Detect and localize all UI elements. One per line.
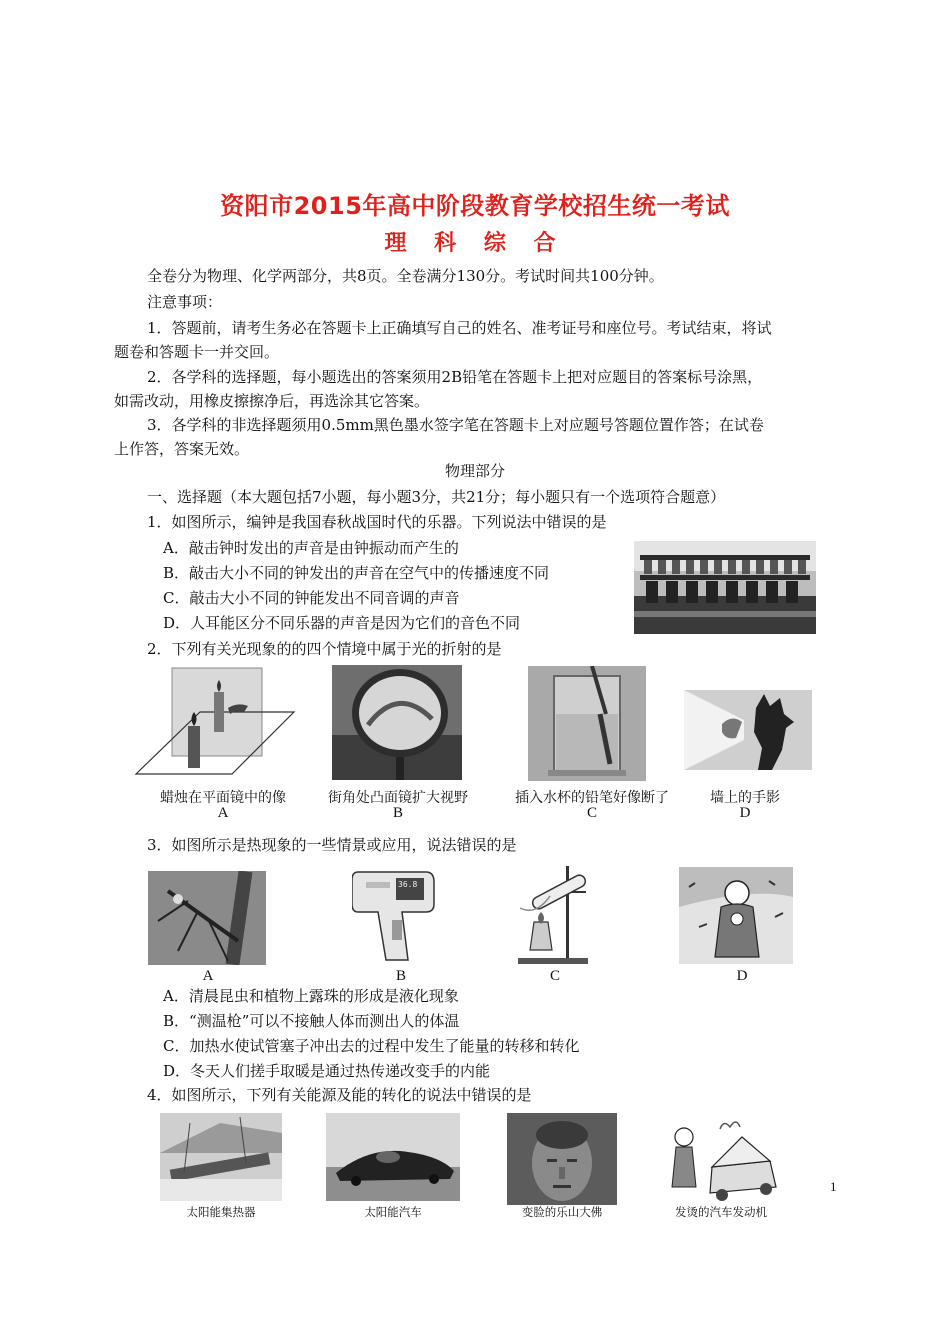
- convex-mirror-photo: [332, 665, 462, 780]
- q3-letter-c: C: [549, 968, 560, 984]
- q3-option-d: D．冬天人们搓手取暖是通过热传递改变手的内能: [163, 1062, 491, 1080]
- q2-letter-b: B: [392, 805, 403, 821]
- q2-stem: 2．下列有关光现象的的四个情境中属于光的折射的是: [147, 640, 502, 658]
- notice-3a: 3．各学科的非选择题须用0.5mm黑色墨水签字笔在答题卡上对应题号答题位置作答；在试卷: [147, 416, 764, 434]
- part1-heading: 一、选择题（本大题包括7小题，每小题3分，共21分；每小题只有一个选项符合题意）: [147, 488, 726, 506]
- thermometer-gun-image: [352, 868, 436, 964]
- q2-caption-c: 插入水杯的铅笔好像断了: [515, 790, 669, 806]
- leshan-buddha-photo: [507, 1113, 617, 1205]
- page-number: 1: [830, 1179, 837, 1194]
- q1-option-c: C．敲击大小不同的钟能发出不同音调的声音: [163, 589, 460, 607]
- rubbing-hands-cartoon: [679, 867, 793, 964]
- q3-option-b: B．“测温枪”可以不接触人体而测出人的体温: [163, 1012, 460, 1030]
- hot-car-engine-cartoon: [662, 1113, 778, 1203]
- q3-letter-d: D: [736, 968, 748, 984]
- dew-on-insect-photo: [148, 871, 266, 965]
- q4-caption-1: 太阳能集热器: [186, 1205, 256, 1219]
- q2-caption-a: 蜡烛在平面镜中的像: [160, 790, 286, 806]
- exam-subtitle: 理 科 综 合: [384, 231, 566, 256]
- q4-caption-4: 发烫的汽车发动机: [675, 1205, 767, 1219]
- pencil-in-water-glass-photo: [528, 666, 646, 781]
- section-title: 物理部分: [444, 462, 505, 480]
- q3-letter-b: B: [395, 968, 406, 984]
- q3-stem: 3．如图所示是热现象的一些情景或应用，说法错误的是: [147, 836, 517, 854]
- solar-car-photo: [326, 1113, 460, 1201]
- q4-stem: 4．如图所示，下列有关能源及能的转化的说法中错误的是: [147, 1086, 532, 1104]
- notice-1a: 1．答题前，请考生务必在答题卡上正确填写自己的姓名、准考证号和座位号。考试结束，将试: [147, 319, 772, 337]
- q1-option-d: D．人耳能区分不同乐器的声音是因为它们的音色不同: [163, 614, 521, 632]
- exam-title: 资阳市2015年高中阶段教育学校招生统一考试: [220, 192, 730, 220]
- q2-letter-c: C: [586, 805, 597, 821]
- q4-caption-2: 太阳能汽车: [364, 1205, 422, 1219]
- bianzhong-bells-photo: [634, 541, 816, 634]
- q2-caption-d: 墙上的手影: [710, 790, 780, 806]
- hand-shadow-photo: [684, 690, 812, 770]
- notice-2b: 如需改动，用橡皮擦擦净后，再选涂其它答案。: [114, 392, 430, 410]
- heating-test-tube-diagram: [508, 862, 600, 967]
- q3-option-c: C．加热水使试管塞子冲出去的过程中发生了能量的转移和转化: [163, 1037, 580, 1055]
- notice-2a: 2．各学科的选择题，每小题选出的答案须用2B铅笔在答题卡上把对应题目的答案标号涂黑，: [147, 368, 763, 386]
- notice-1b: 题卷和答题卡一并交回。: [114, 343, 280, 361]
- q2-letter-a: A: [217, 805, 229, 821]
- candle-plane-mirror-diagram: [132, 666, 298, 784]
- q2-caption-b: 街角处凸面镜扩大视野: [328, 790, 468, 806]
- q1-option-a: A．敲击钟时发出的声音是由钟振动而产生的: [163, 539, 459, 557]
- notice-label: 注意事项：: [147, 293, 223, 311]
- q3-letter-a: A: [202, 968, 214, 984]
- notice-3b: 上作答，答案无效。: [114, 440, 250, 458]
- q3-option-a: A．清晨昆虫和植物上露珠的形成是液化现象: [163, 987, 459, 1005]
- thermometer-reading: 36.8: [398, 880, 418, 889]
- q1-stem: 1．如图所示，编钟是我国春秋战国时代的乐器。下列说法中错误的是: [147, 513, 607, 531]
- q2-letter-d: D: [739, 805, 751, 821]
- solar-collector-photo: [160, 1113, 282, 1201]
- q1-option-b: B．敲击大小不同的钟发出的声音在空气中的传播速度不同: [163, 564, 550, 582]
- intro-line: 全卷分为物理、化学两部分，共8页。全卷满分130分。考试时间共100分钟。: [147, 267, 664, 285]
- q4-caption-3: 变脸的乐山大佛: [521, 1205, 603, 1219]
